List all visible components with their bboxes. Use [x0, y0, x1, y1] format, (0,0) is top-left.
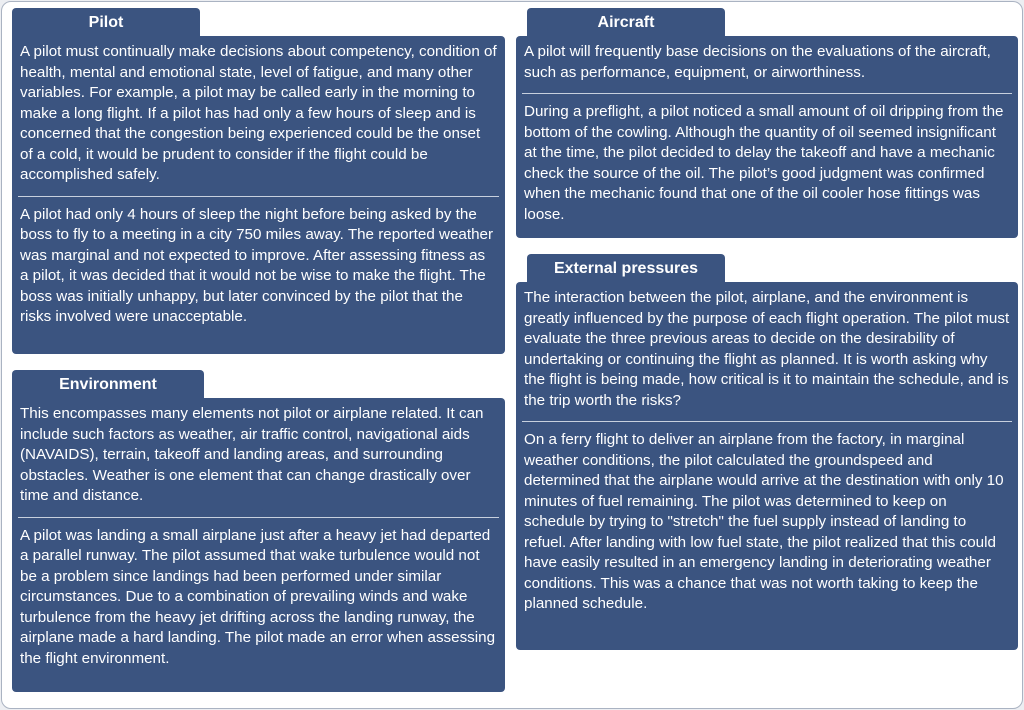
pilot-intro: A pilot must continually make decisions about competency, condition of health, mental and emotional state, level of fatigue, and many other variables. For example, a pilot may be called early in the morning to make a long flight. If a pilot has had only a few hours of sleep and is concerned that the congestion being experienced could be the onset of a cold, it would be prudent to consider if the flight could be accomplished safely. [20, 43, 497, 183]
external-pressures-tab [527, 254, 725, 284]
aircraft-tab [527, 8, 725, 38]
environment-title: Environment [59, 376, 157, 393]
environment-intro: This encompasses many elements not pilot or airplane related. It can include such factors as weather, air traffic control, navigational aids (NAVAIDS), terrain, takeoff and landing areas, and surrounding obstacles. Weather is one element that can change drastically over time and distance. [20, 405, 484, 504]
environment-tab [12, 370, 204, 400]
environment-box [12, 398, 505, 692]
aircraft-intro: A pilot will frequently base decisions on the evaluations of the aircraft, such as performance, equipment, or airworthiness. [524, 43, 991, 81]
aircraft-divider [522, 93, 1012, 94]
external-pressures-divider [522, 421, 1012, 422]
environment-example: A pilot was landing a small airplane just after a heavy jet had departed a parallel runway. The pilot assumed that wake turbulence would not be a problem since landings had been performed under similar circumstances. Due to a combination of prevailing winds and wake turbulence from the heavy jet drifting across the landing runway, the airplane made a hard landing. The pilot made an error when assessing the flight environment. [20, 526, 496, 667]
environment-divider [18, 517, 499, 518]
pilot-title: Pilot [88, 14, 124, 31]
pilot-example: A pilot had only 4 hours of sleep the night before being asked by the boss to fly to a meeting in a city 750 miles away. The reported weather was marginal and not expected to improve. After assessing fitness as a pilot, it was decided that it would not be wise to make the flight. The boss was initially unhappy, but later convinced by the pilot that the risks involved were unacceptable. [20, 205, 494, 325]
external-pressures-intro: The interaction between the pilot, airplane, and the environment is greatly influenced by the purpose of each flight operation. The pilot must evaluate the three previous areas to decide on the desirability of undertaking or continuing the flight as planned. It is worth asking why the flight is being made, how critical is it to maintain the schedule, and is the trip worth the risks? [524, 289, 1010, 409]
external-pressures-title: External pressures [553, 260, 699, 277]
pilot-divider [18, 196, 499, 197]
pilot-box [12, 36, 505, 354]
aircraft-example: During a preflight, a pilot noticed a small amount of oil dripping from the bottom of the cowling. Although the quantity of oil seemed insignificant at the time, the pilot decided to delay the takeoff and have a mechanic check the source of the oil. The pilot’s good judgment was confirmed when the mechanic found that one of the oil cooler hose fittings was loose. [524, 103, 1004, 223]
external-pressures-example: On a ferry flight to deliver an airplane from the factory, in marginal weather conditions, the pilot calculated the groundspeed and determined that the airplane would arrive at the destination with only 10 minutes of fuel remaining. The pilot was determined to keep on schedule by trying to "stretch" the fuel supply instead of landing to refuel. After landing with low fuel state, the pilot realized that this could have easily resulted in an emergency landing in deteriorating weather conditions. This was a chance that was not worth taking to keep the planned schedule. [524, 431, 1004, 612]
pilot-tab [12, 8, 200, 38]
external-pressures-box [516, 282, 1018, 650]
aircraft-title: Aircraft [597, 14, 655, 31]
aircraft-box [516, 36, 1018, 238]
